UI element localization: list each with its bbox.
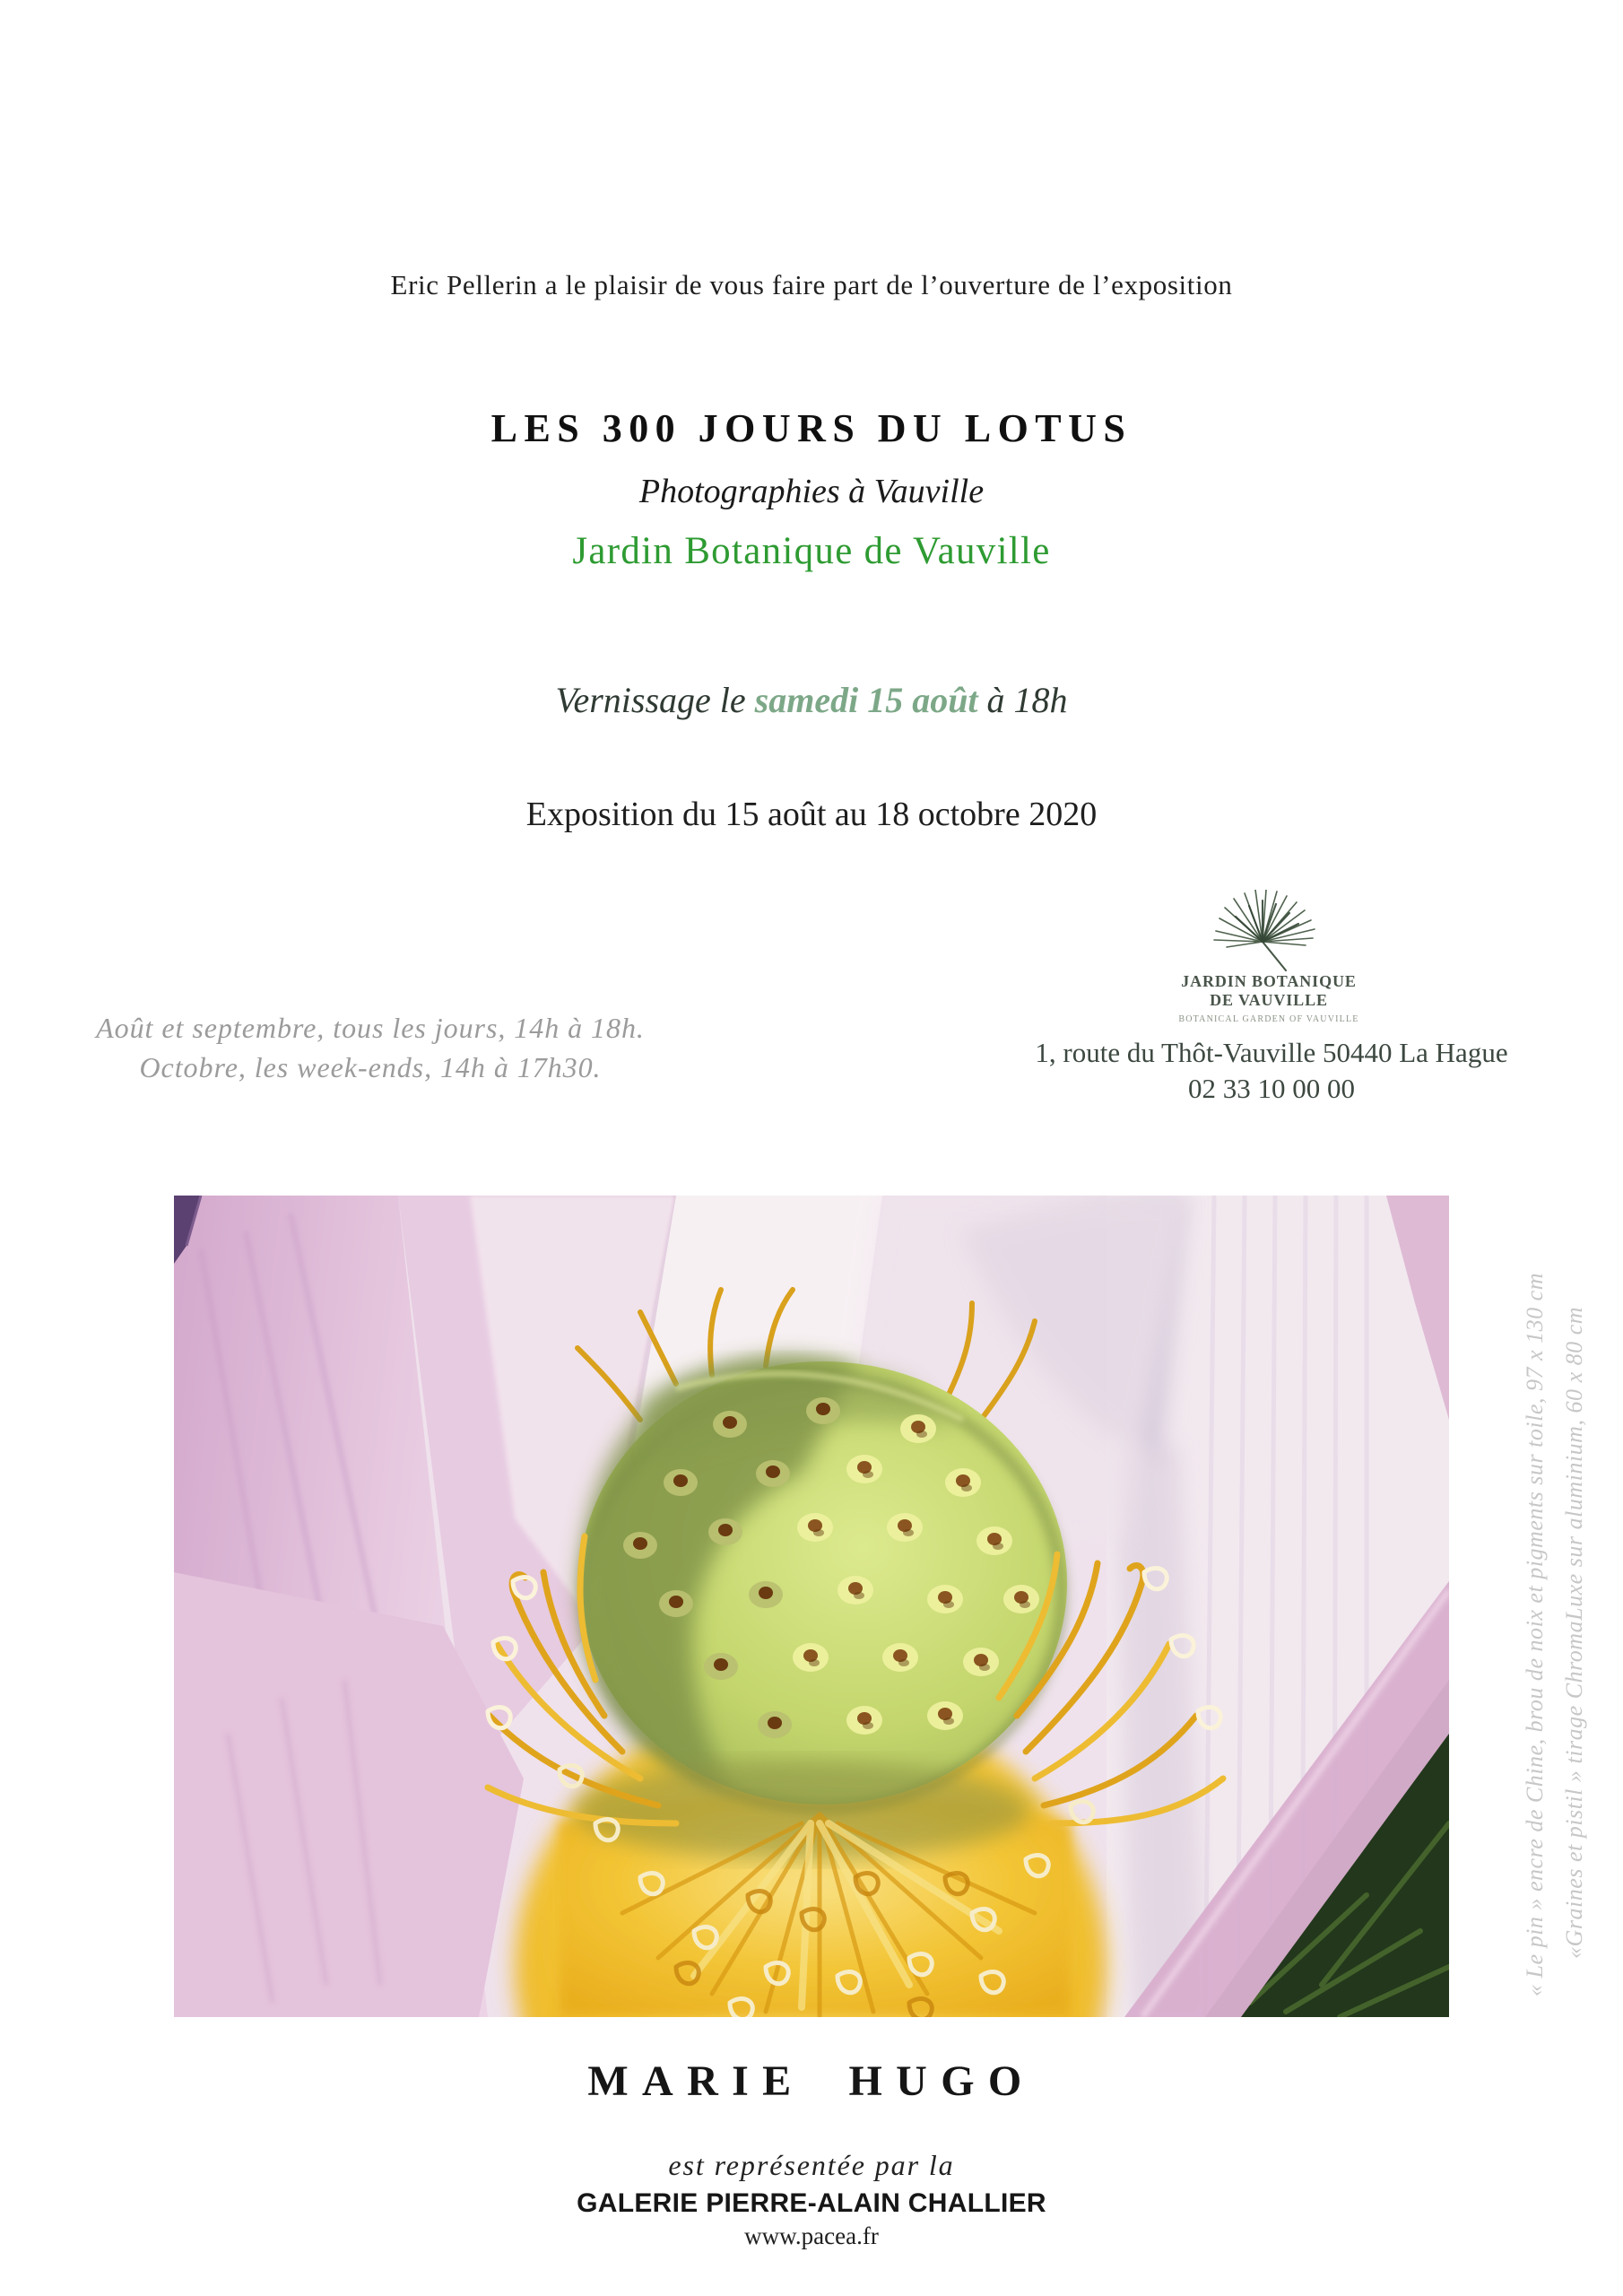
vernissage-prefix: Vernissage le (555, 680, 755, 720)
exhibition-venue: Jardin Botanique de Vauville (572, 530, 1051, 572)
exposition-dates: Exposition du 15 août au 18 octobre 2020 (525, 796, 1098, 833)
opening-hours (56, 1008, 684, 1087)
exhibition-subtitle: Photographies à Vauville (638, 473, 985, 510)
address-line: 1, route du Thôt-Vauville 50440 La Hague (1035, 1037, 1508, 1068)
artist-name: MARIE HUGO (587, 2057, 1036, 2105)
vernissage-line (0, 679, 1623, 721)
invitation-intro-line: Eric Pellerin a le plaisir de vous faire part de l’ouverture de l’exposition (390, 269, 1233, 300)
represented-by-line: est représentée par la (668, 2149, 955, 2181)
lotus-photo (174, 1196, 1449, 2017)
artwork-caption-le-pin: « Le pin » encre de Chine, brou de noix et pigments sur toile, 97 x 130 cm (1522, 1272, 1548, 1996)
opening-hours-line1: Août et septembre, tous les jours, 14h à 18h. (96, 1012, 645, 1044)
palm-frond-icon (1200, 890, 1339, 972)
logo-tagline: BOTANICAL GARDEN OF VAUVILLE (1178, 1014, 1359, 1024)
vernissage-date: samedi 15 août (754, 680, 978, 720)
vernissage-suffix: à 18h (977, 680, 1068, 720)
lotus-photo-illustration (174, 1196, 1449, 2017)
garden-logo (1134, 890, 1403, 1024)
gallery-website: www.pacea.fr (744, 2222, 879, 2249)
logo-name-line1: JARDIN BOTANIQUE (1181, 972, 1357, 990)
artwork-caption-graines: «Graines et pistil » tirage ChromaLuxe sur aluminium, 60 x 80 cm (1561, 1306, 1587, 1959)
contact-block (1031, 1035, 1512, 1107)
logo-name-line2: DE VAUVILLE (1210, 991, 1328, 1009)
gallery-name: GALERIE PIERRE-ALAIN CHALLIER (577, 2188, 1046, 2218)
exhibition-title: LES 300 JOURS DU LOTUS (490, 406, 1133, 450)
opening-hours-line2: Octobre, les week-ends, 14h à 17h30. (139, 1051, 602, 1083)
phone-line: 02 33 10 00 00 (1188, 1073, 1355, 1104)
